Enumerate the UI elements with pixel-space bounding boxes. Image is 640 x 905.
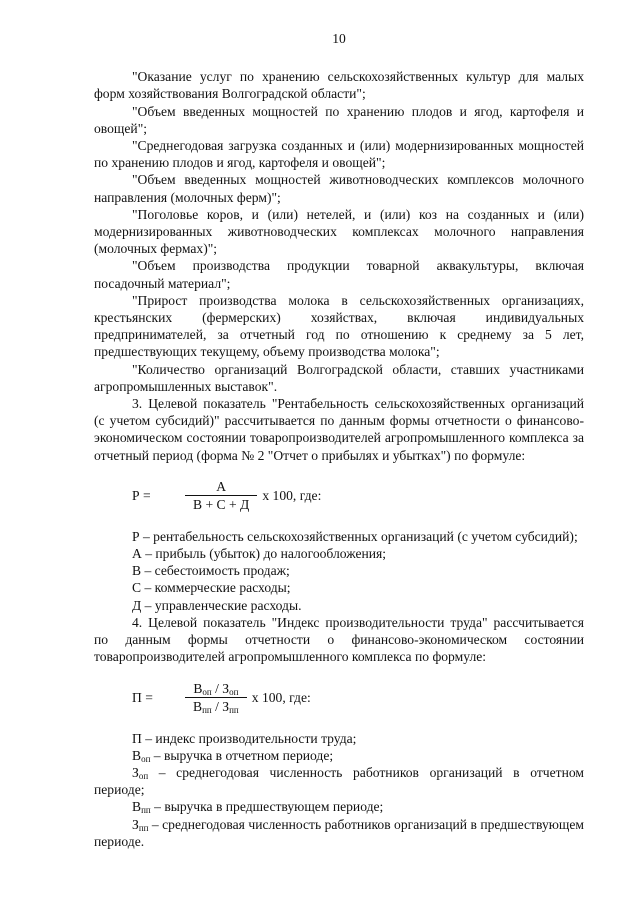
- definition-text: – среднегодовая численность работников организаций в предшествующем периоде.: [94, 816, 584, 849]
- subscript: оп: [202, 686, 212, 697]
- indicator-item: "Прирост производства молока в сельскохозяйственных организациях, крестьянских (фермерских) хозяйствах, включая индивидуальных предпринимателей, за отчетный год по отношению к среднему за 5 лет, предшествующих текущему, объему производства молока";: [94, 292, 584, 360]
- subscript: оп: [229, 686, 239, 697]
- definition-item: [94, 816, 584, 850]
- paragraph-4: 4. Целевой показатель "Индекс производительности труда" рассчитывается по данным формы отчетности о финансово-экономическом состоянии товаропроизводителей агропромышленного комплекса по формуле:: [94, 614, 584, 665]
- definition-text: – среднегодовая численность работников организаций в отчетном периоде;: [94, 764, 584, 798]
- subscript: оп: [141, 753, 151, 764]
- formula-lhs: П =: [132, 689, 153, 705]
- fraction-numerator: [185, 680, 246, 697]
- symbol: В: [132, 747, 142, 763]
- fraction: [185, 680, 247, 715]
- definition-text: – индекс производительности труда;: [141, 730, 357, 746]
- profitability-formula: [132, 474, 584, 518]
- indicator-item: "Оказание услуг по хранению сельскохозяйственных культур для малых форм хозяйствования Волгоградской области";: [94, 69, 584, 102]
- formula-lhs: Р =: [132, 488, 151, 504]
- indicator-item: "Объем введенных мощностей животноводческих комплексов молочного направления (молочных ферм)";: [94, 172, 584, 205]
- fraction-denominator: [185, 697, 247, 715]
- subscript: пп: [138, 822, 149, 833]
- symbol: З: [222, 699, 230, 714]
- formula-1-definitions: [94, 528, 584, 614]
- indicator-list: [94, 68, 584, 395]
- slash: /: [211, 699, 223, 714]
- fraction: [185, 478, 257, 513]
- subscript: оп: [138, 770, 149, 781]
- definition-item: В – себестоимость продаж;: [132, 563, 290, 579]
- definition-item: [94, 747, 584, 764]
- slash: /: [211, 680, 223, 696]
- definition-item: А – прибыль (убыток) до налогообложения;: [132, 546, 387, 562]
- page-number: 10: [332, 31, 346, 46]
- symbol: В: [193, 680, 203, 696]
- subscript: пп: [202, 705, 212, 715]
- definition-item: [94, 798, 584, 815]
- fraction-denominator: В + С + Д: [185, 495, 257, 513]
- symbol: З: [132, 764, 139, 780]
- definition-text: – выручка в предшествующем периоде;: [150, 799, 384, 815]
- definition-item: Д – управленческие расходы.: [132, 597, 302, 613]
- indicator-item: "Объем производства продукции товарной аквакультуры, включая посадочный материал";: [94, 258, 584, 291]
- symbol: З: [132, 816, 139, 832]
- definition-item: [94, 764, 584, 798]
- formula-tail: х 100, где:: [262, 488, 322, 504]
- symbol: В: [193, 699, 203, 714]
- fraction-numerator: А: [216, 479, 227, 495]
- paragraph-3: 3. Целевой показатель "Рентабельность сельскохозяйственных организаций (с учетом субсидий)" рассчитывается по данным формы отчетности о финансово-экономическом состоянии товаропроизводителей агропромышленного комплекса за отчетный период (форма № 2 "Отчет о прибылях и убытках") по формуле:: [94, 396, 584, 463]
- definition-item: Р – рентабельность сельскохозяйственных организаций (с учетом субсидий);: [132, 528, 578, 544]
- indicator-item: "Объем введенных мощностей по хранению плодов и ягод, картофеля и овощей";: [94, 103, 584, 136]
- definition-text: – выручка в отчетном периоде;: [150, 747, 334, 763]
- subscript: пп: [229, 705, 239, 715]
- definition-item: С – коммерческие расходы;: [132, 580, 291, 596]
- productivity-formula: [132, 676, 584, 720]
- indicator-item: "Среднегодовая загрузка созданных и (или) модернизированных мощностей по хранению плодов и ягод, картофеля и овощей";: [94, 138, 584, 171]
- indicator-item: "Поголовье коров, и (или) нетелей, и (или) коз на созданных и (или) модернизированных животноводческих комплексах молочного направления (молочных фермах)";: [94, 206, 584, 257]
- symbol: П: [132, 730, 142, 746]
- formula-2-definitions: [94, 730, 584, 850]
- symbol: З: [222, 680, 230, 696]
- symbol: В: [132, 799, 142, 815]
- subscript: пп: [141, 805, 151, 816]
- formula-tail: х 100, где:: [251, 689, 311, 705]
- definition-item: [94, 730, 584, 747]
- indicator-item: "Количество организаций Волгоградской области, ставших участниками агропромышленных выставок".: [94, 361, 584, 394]
